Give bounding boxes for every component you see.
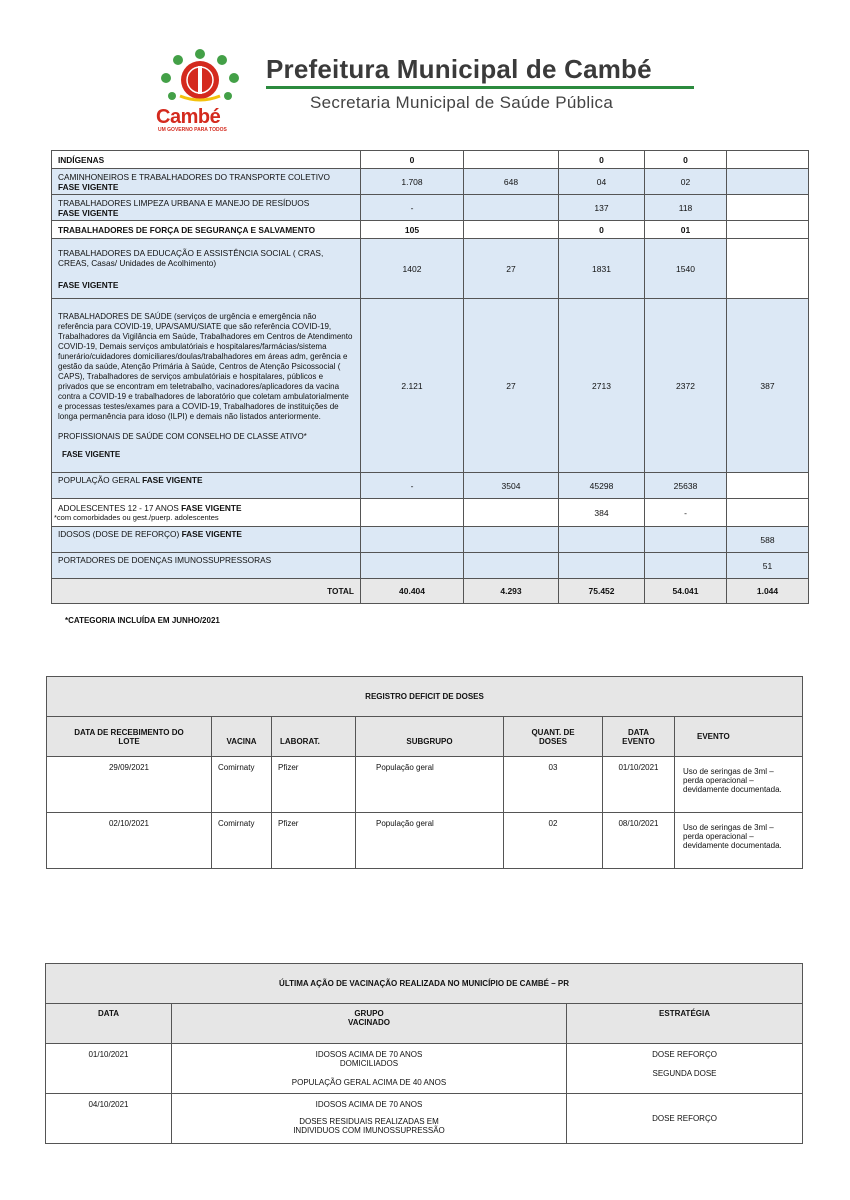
cell-event: Uso de seringas de 3ml – perda operacional – devidamente documentada. bbox=[675, 757, 803, 813]
group-label bbox=[52, 299, 361, 473]
column-header: VACINA bbox=[212, 717, 272, 757]
cell-value: 137 bbox=[559, 195, 645, 221]
group-label: TRABALHADORES DE FORÇA DE SEGURANÇA E SALVAMENTO bbox=[52, 221, 361, 239]
cell-value: 1831 bbox=[559, 239, 645, 299]
table-row bbox=[52, 221, 809, 239]
cell-value bbox=[464, 553, 559, 579]
table-row bbox=[52, 299, 809, 473]
column-header: LABORAT. bbox=[272, 717, 356, 757]
group-line: POPULAÇÃO GERAL ACIMA DE 40 ANOS bbox=[291, 1078, 447, 1087]
phase-label: FASE VIGENTE bbox=[62, 449, 121, 459]
table-row bbox=[46, 1094, 803, 1144]
group-label: PORTADORES DE DOENÇAS IMUNOSSUPRESSORAS bbox=[52, 553, 361, 579]
group-name: TRABALHADORES LIMPEZA URBANA E MANEJO DE RESÍDUOS bbox=[58, 197, 310, 208]
dose-deficit-table bbox=[46, 676, 803, 869]
table-row bbox=[52, 473, 809, 499]
strategy-line: DOSE REFORÇO bbox=[652, 1114, 717, 1123]
table-header-row bbox=[46, 1004, 803, 1044]
strategy-line: DOSE REFORÇO bbox=[652, 1050, 717, 1059]
group-name: IDOSOS (DOSE DE REFORÇO) bbox=[58, 529, 180, 539]
cell-event-date: 01/10/2021 bbox=[603, 757, 675, 813]
cell-value: 2713 bbox=[559, 299, 645, 473]
cell-value: 387 bbox=[727, 299, 809, 473]
cell-value: 105 bbox=[361, 221, 464, 239]
phase-label: FASE VIGENTE bbox=[58, 279, 119, 290]
table-row bbox=[52, 169, 809, 195]
page-subtitle: Secretaria Municipal de Saúde Pública bbox=[310, 93, 614, 112]
cell-value bbox=[645, 527, 727, 553]
column-header: QUANT. DE DOSES bbox=[504, 717, 603, 757]
cell-value: 0 bbox=[361, 151, 464, 169]
column-header: GRUPO VACINADO bbox=[172, 1004, 567, 1044]
table-row bbox=[52, 553, 809, 579]
cell-value: 118 bbox=[645, 195, 727, 221]
total-label: TOTAL bbox=[52, 579, 361, 604]
phase-label: FASE VIGENTE bbox=[181, 529, 242, 539]
total-value: 40.404 bbox=[361, 579, 464, 604]
cell-value: 2372 bbox=[645, 299, 727, 473]
cell-value: - bbox=[361, 473, 464, 499]
column-header: DATA DE RECEBIMENTO DO LOTE bbox=[47, 717, 212, 757]
cell-strategy bbox=[567, 1094, 803, 1144]
group-label bbox=[52, 169, 361, 195]
group-line: IDOSOS ACIMA DE 70 ANOS bbox=[315, 1100, 423, 1109]
table-title: ÚLTIMA AÇÃO DE VACINAÇÃO REALIZADA NO MUNICÍPIO DE CAMBÉ – PR bbox=[46, 964, 803, 1004]
cell-value bbox=[645, 553, 727, 579]
cell-value bbox=[464, 527, 559, 553]
cell-subgroup: População geral bbox=[356, 757, 504, 813]
cell-value: 45298 bbox=[559, 473, 645, 499]
cell-value bbox=[727, 221, 809, 239]
group-label bbox=[52, 239, 361, 299]
cell-lab: Pfizer bbox=[272, 813, 356, 869]
total-value: 1.044 bbox=[727, 579, 809, 604]
logo-tagline: UM GOVERNO PARA TODOS bbox=[158, 127, 227, 133]
cell-value bbox=[464, 221, 559, 239]
cell-value: 0 bbox=[559, 221, 645, 239]
group-name: POPULAÇÃO GERAL bbox=[58, 475, 140, 485]
column-header: ESTRATÉGIA bbox=[567, 1004, 803, 1044]
table-header-row bbox=[47, 717, 803, 757]
table-title: REGISTRO DEFICIT DE DOSES bbox=[47, 677, 803, 717]
group-line: DOSES RESIDUAIS REALIZADAS EM INDIVIDUOS COM IMUNOSSUPRESSÃO bbox=[293, 1117, 445, 1135]
cell-value: 3504 bbox=[464, 473, 559, 499]
group-name: TRABALHADORES DE SAÚDE (serviços de urgência e emergência não referência para COVID-19, UPA/SAMU/SIATE que são referência COVID-19, Trabalhadores da Vigilância em Saúde, Trabalhadores em Centros de Atendimento COVID-19, Demais serviços ambulatóriais e hospitalares/farmácias/sistema funerário/cuidadores domiciliares/doulas/trabalhadores em áreas adm, gerência e gestão da saúde, Atenção Primária à Saúde, Centros de Atenção Psicossocial ( CAPS), Trabalhadores de serviços ambulatóriais e hospitalares, públicos e privados que se encontram em teletrabalho, vacinadores/aplicadores da vacina contra a COVID-19 e trabalhadores de laboratório que coletam ambulatorialmente e processas testes/exames para a COVID-19, Trabalhadores de instituições de longa permanência para idoso (ILPI) e demais não listados anteriormente. bbox=[58, 311, 353, 421]
cell-date: 04/10/2021 bbox=[46, 1094, 172, 1144]
phase-label: FASE VIGENTE bbox=[58, 207, 119, 218]
cell-date: 02/10/2021 bbox=[47, 813, 212, 869]
group-name: ADOLESCENTES 12 - 17 ANOS bbox=[58, 503, 179, 513]
group-name: CAMINHONEIROS E TRABALHADORES DO TRANSPORTE COLETIVO bbox=[58, 171, 331, 182]
column-header: DATA EVENTO bbox=[603, 717, 675, 757]
cell-date: 01/10/2021 bbox=[46, 1044, 172, 1094]
column-header: DATA bbox=[46, 1004, 172, 1044]
table-row bbox=[47, 813, 803, 869]
cell-value: 04 bbox=[559, 169, 645, 195]
group-label bbox=[52, 195, 361, 221]
cell-value: 1540 bbox=[645, 239, 727, 299]
cell-value bbox=[727, 499, 809, 527]
page-title: Prefeitura Municipal de Cambé bbox=[266, 54, 652, 84]
cell-value: 27 bbox=[464, 299, 559, 473]
table-row bbox=[52, 499, 809, 527]
cell-value: 384 bbox=[559, 499, 645, 527]
table-row bbox=[52, 527, 809, 553]
column-header: EVENTO bbox=[675, 717, 803, 757]
cell-group bbox=[172, 1094, 567, 1144]
group-extra: PROFISSIONAIS DE SAÚDE COM CONSELHO DE CLASSE ATIVO* bbox=[58, 431, 307, 441]
cell-value: 02 bbox=[645, 169, 727, 195]
table-row bbox=[46, 1044, 803, 1094]
cell-value: - bbox=[645, 499, 727, 527]
group-name: TRABALHADORES DA EDUCAÇÃO E ASSISTÊNCIA SOCIAL ( CRAS, CREAS, Casas/ Unidades de Acolhimento) bbox=[58, 247, 324, 268]
group-note: *com comorbidades ou gest./puerp. adolescentes bbox=[54, 513, 219, 522]
cell-value: - bbox=[361, 195, 464, 221]
cell-value: 648 bbox=[464, 169, 559, 195]
cell-value bbox=[464, 499, 559, 527]
table-title-row bbox=[46, 964, 803, 1004]
cell-value bbox=[559, 527, 645, 553]
table-row bbox=[52, 195, 809, 221]
total-value: 75.452 bbox=[559, 579, 645, 604]
cell-value bbox=[727, 239, 809, 299]
total-row bbox=[52, 579, 809, 604]
cell-value: 2.121 bbox=[361, 299, 464, 473]
column-header: SUBGRUPO bbox=[356, 717, 504, 757]
cell-value: 0 bbox=[559, 151, 645, 169]
total-value: 54.041 bbox=[645, 579, 727, 604]
cell-value bbox=[464, 151, 559, 169]
cell-value bbox=[727, 169, 809, 195]
cell-value bbox=[559, 553, 645, 579]
table-title-row bbox=[47, 677, 803, 717]
cell-value bbox=[727, 473, 809, 499]
phase-label: FASE VIGENTE bbox=[142, 475, 203, 485]
cell-event: Uso de seringas de 3ml – perda operacional – devidamente documentada. bbox=[675, 813, 803, 869]
group-label bbox=[52, 527, 361, 553]
cell-value bbox=[361, 527, 464, 553]
cell-event-date: 08/10/2021 bbox=[603, 813, 675, 869]
cell-value bbox=[727, 151, 809, 169]
cell-lab: Pfizer bbox=[272, 757, 356, 813]
cell-subgroup: População geral bbox=[356, 813, 504, 869]
cell-value: 588 bbox=[727, 527, 809, 553]
cell-value: 27 bbox=[464, 239, 559, 299]
cell-value bbox=[361, 499, 464, 527]
cell-value bbox=[464, 195, 559, 221]
cell-strategy bbox=[567, 1044, 803, 1094]
cell-group bbox=[172, 1044, 567, 1094]
phase-label: FASE VIGENTE bbox=[58, 181, 119, 192]
group-label bbox=[52, 499, 361, 527]
title-underline bbox=[266, 86, 694, 89]
group-label: INDÍGENAS bbox=[52, 151, 361, 169]
cell-vaccine: Comirnaty bbox=[212, 757, 272, 813]
cell-doses: 02 bbox=[504, 813, 603, 869]
cell-value: 1.708 bbox=[361, 169, 464, 195]
last-vaccination-action-table bbox=[45, 963, 803, 1144]
cell-value: 1402 bbox=[361, 239, 464, 299]
cell-value bbox=[361, 553, 464, 579]
cell-doses: 03 bbox=[504, 757, 603, 813]
strategy-line: SEGUNDA DOSE bbox=[652, 1069, 717, 1078]
table-row bbox=[52, 239, 809, 299]
cell-date: 29/09/2021 bbox=[47, 757, 212, 813]
footnote: *CATEGORIA INCLUÍDA EM JUNHO/2021 bbox=[65, 616, 220, 625]
vaccination-groups-table bbox=[51, 150, 809, 604]
page-header bbox=[0, 0, 850, 145]
group-line: IDOSOS ACIMA DE 70 ANOS DOMICILIADOS bbox=[315, 1050, 423, 1068]
phase-label: FASE VIGENTE bbox=[181, 503, 242, 513]
cell-value: 25638 bbox=[645, 473, 727, 499]
logo-text: Cambé bbox=[156, 106, 221, 128]
cell-value: 51 bbox=[727, 553, 809, 579]
group-label bbox=[52, 473, 361, 499]
total-value: 4.293 bbox=[464, 579, 559, 604]
cell-vaccine: Comirnaty bbox=[212, 813, 272, 869]
cell-value: 0 bbox=[645, 151, 727, 169]
table-row bbox=[52, 151, 809, 169]
cell-value bbox=[727, 195, 809, 221]
table-row bbox=[47, 757, 803, 813]
cell-value: 01 bbox=[645, 221, 727, 239]
